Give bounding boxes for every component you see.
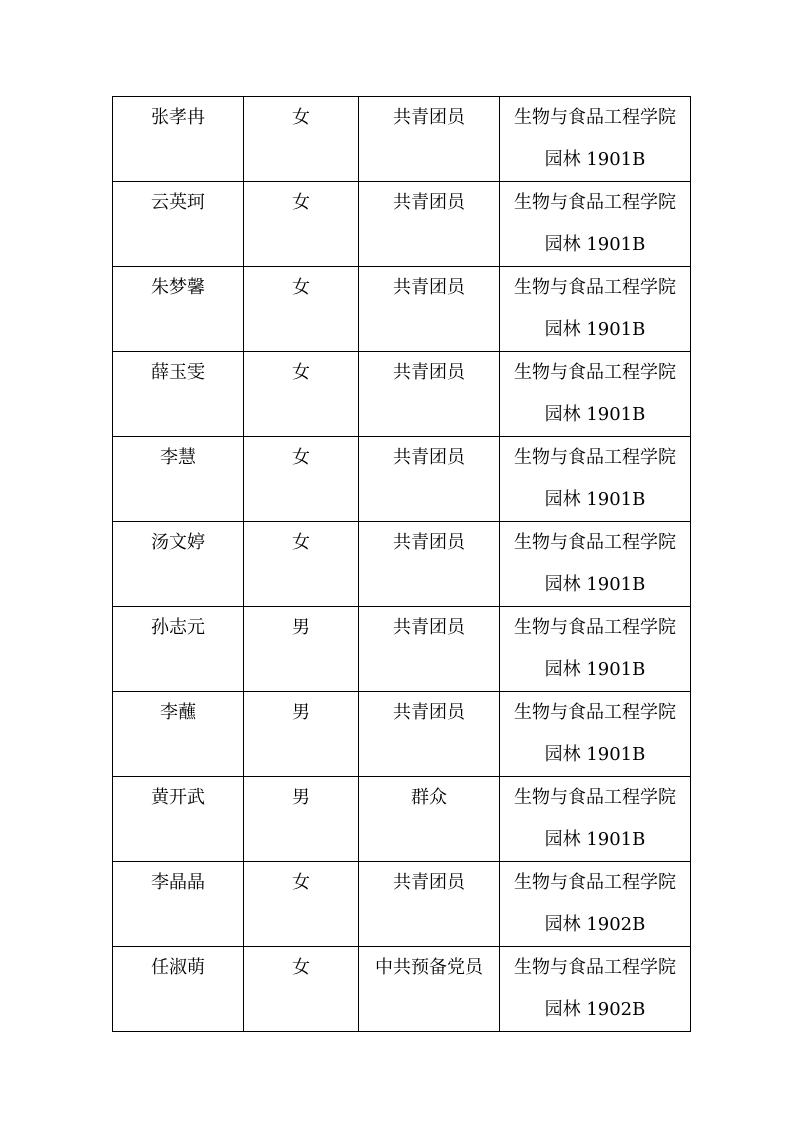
student-college: 生物与食品工程学院 — [514, 872, 676, 893]
student-political-status: 共青团员 — [393, 617, 465, 638]
student-name: 黄开武 — [151, 787, 205, 808]
student-college: 生物与食品工程学院 — [514, 277, 676, 298]
political-status-cell — [359, 352, 500, 437]
table-row — [113, 352, 691, 437]
student-political-status: 群众 — [411, 787, 447, 808]
student-class: 园林 1901B — [544, 574, 646, 595]
table-row — [113, 437, 691, 522]
gender-cell — [244, 692, 359, 777]
student-name: 孙志元 — [151, 617, 205, 638]
gender-cell — [244, 267, 359, 352]
student-college: 生物与食品工程学院 — [514, 447, 676, 468]
student-gender: 女 — [292, 107, 310, 128]
political-status-cell — [359, 777, 500, 862]
political-status-cell — [359, 862, 500, 947]
student-gender: 男 — [292, 617, 310, 638]
name-cell — [113, 607, 244, 692]
student-political-status: 共青团员 — [393, 702, 465, 723]
political-status-cell — [359, 267, 500, 352]
student-gender: 女 — [292, 362, 310, 383]
gender-cell — [244, 437, 359, 522]
student-college: 生物与食品工程学院 — [514, 362, 676, 383]
student-class: 园林 1901B — [544, 744, 646, 765]
political-status-cell — [359, 522, 500, 607]
table-row — [113, 97, 691, 182]
student-gender: 女 — [292, 277, 310, 298]
student-college: 生物与食品工程学院 — [514, 787, 676, 808]
college-class-cell — [500, 777, 691, 862]
student-name: 李晶晶 — [151, 872, 205, 893]
gender-cell — [244, 182, 359, 267]
student-gender: 男 — [292, 787, 310, 808]
student-college: 生物与食品工程学院 — [514, 192, 676, 213]
table-row — [113, 947, 691, 1032]
student-gender: 女 — [292, 447, 310, 468]
student-political-status: 共青团员 — [393, 107, 465, 128]
college-class-cell — [500, 862, 691, 947]
name-cell — [113, 182, 244, 267]
name-cell — [113, 862, 244, 947]
student-class: 园林 1901B — [544, 149, 646, 170]
name-cell — [113, 267, 244, 352]
political-status-cell — [359, 607, 500, 692]
college-class-cell — [500, 267, 691, 352]
student-political-status: 共青团员 — [393, 192, 465, 213]
political-status-cell — [359, 97, 500, 182]
student-gender: 男 — [292, 702, 310, 723]
table-row — [113, 607, 691, 692]
student-college: 生物与食品工程学院 — [514, 617, 676, 638]
student-gender: 女 — [292, 957, 310, 978]
name-cell — [113, 352, 244, 437]
student-gender: 女 — [292, 192, 310, 213]
student-college: 生物与食品工程学院 — [514, 702, 676, 723]
college-class-cell — [500, 437, 691, 522]
table-row — [113, 182, 691, 267]
student-political-status: 共青团员 — [393, 532, 465, 553]
student-political-status: 共青团员 — [393, 447, 465, 468]
roster-body — [113, 97, 691, 1032]
student-gender: 女 — [292, 872, 310, 893]
name-cell — [113, 777, 244, 862]
student-class: 园林 1901B — [544, 659, 646, 680]
student-class: 园林 1901B — [544, 489, 646, 510]
student-college: 生物与食品工程学院 — [514, 957, 676, 978]
gender-cell — [244, 947, 359, 1032]
name-cell — [113, 522, 244, 607]
gender-cell — [244, 607, 359, 692]
gender-cell — [244, 97, 359, 182]
student-class: 园林 1901B — [544, 234, 646, 255]
name-cell — [113, 437, 244, 522]
student-name: 李慧 — [160, 447, 196, 468]
political-status-cell — [359, 692, 500, 777]
name-cell — [113, 947, 244, 1032]
college-class-cell — [500, 182, 691, 267]
table-row — [113, 862, 691, 947]
student-class: 园林 1901B — [544, 404, 646, 425]
table-row — [113, 692, 691, 777]
student-college: 生物与食品工程学院 — [514, 532, 676, 553]
student-political-status: 共青团员 — [393, 277, 465, 298]
student-political-status: 中共预备党员 — [375, 957, 483, 978]
student-class: 园林 1902B — [544, 999, 646, 1020]
college-class-cell — [500, 522, 691, 607]
student-political-status: 共青团员 — [393, 362, 465, 383]
gender-cell — [244, 777, 359, 862]
student-class: 园林 1901B — [544, 829, 646, 850]
table-row — [113, 267, 691, 352]
student-political-status: 共青团员 — [393, 872, 465, 893]
student-name: 汤文婷 — [151, 532, 205, 553]
student-name: 张孝冉 — [151, 107, 205, 128]
political-status-cell — [359, 947, 500, 1032]
student-gender: 女 — [292, 532, 310, 553]
student-name: 薛玉雯 — [151, 362, 205, 383]
table-row — [113, 777, 691, 862]
student-name: 云英珂 — [151, 192, 205, 213]
college-class-cell — [500, 692, 691, 777]
gender-cell — [244, 522, 359, 607]
political-status-cell — [359, 182, 500, 267]
college-class-cell — [500, 947, 691, 1032]
political-status-cell — [359, 437, 500, 522]
table-row — [113, 522, 691, 607]
student-class: 园林 1902B — [544, 914, 646, 935]
student-name: 任淑萌 — [151, 957, 205, 978]
student-college: 生物与食品工程学院 — [514, 107, 676, 128]
student-roster-table — [112, 96, 691, 1032]
name-cell — [113, 97, 244, 182]
student-name: 朱梦馨 — [151, 277, 205, 298]
name-cell — [113, 692, 244, 777]
college-class-cell — [500, 607, 691, 692]
student-name: 李蘸 — [160, 702, 196, 723]
gender-cell — [244, 862, 359, 947]
student-class: 园林 1901B — [544, 319, 646, 340]
college-class-cell — [500, 352, 691, 437]
college-class-cell — [500, 97, 691, 182]
gender-cell — [244, 352, 359, 437]
